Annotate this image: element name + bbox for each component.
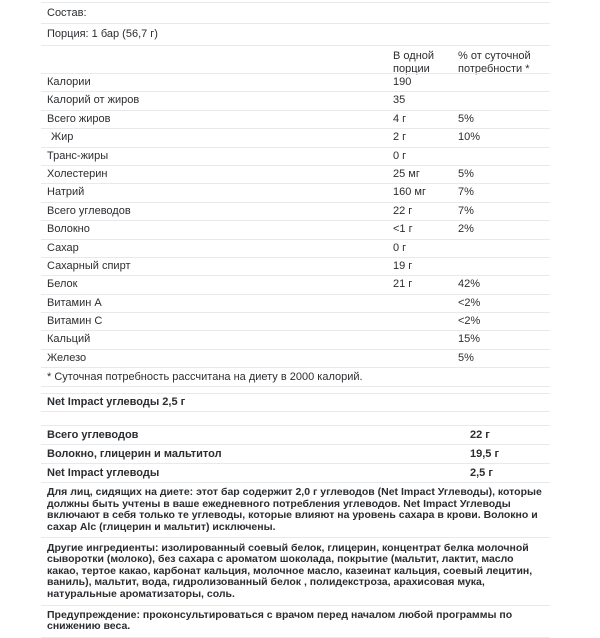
nutrient-label: Витамин C bbox=[47, 315, 103, 328]
table-row bbox=[41, 110, 550, 128]
carb-summary-row bbox=[41, 463, 550, 482]
nutrient-label: Холестерин bbox=[47, 167, 108, 180]
composition-label: Состав: bbox=[47, 7, 87, 19]
carb-summary-row bbox=[41, 444, 550, 463]
net-impact-carbs-row bbox=[41, 393, 550, 412]
nutrient-label: Волокно bbox=[47, 223, 90, 236]
nutrient-amount: 21 г bbox=[393, 278, 413, 291]
nutrient-daily-pct: 5% bbox=[458, 167, 474, 180]
nutrient-label: Сахарный спирт bbox=[47, 259, 131, 272]
nutrient-label: Транс-жиры bbox=[47, 149, 109, 162]
nutrient-amount: 19 г bbox=[393, 259, 413, 272]
nutrient-label: Натрий bbox=[47, 186, 85, 199]
carb-summary-row bbox=[41, 425, 550, 444]
carb-summary-label: Всего углеводов bbox=[47, 429, 139, 442]
serving-size-label: Порция: 1 бар (56,7 г) bbox=[47, 28, 158, 40]
carb-summary-value: 19,5 г bbox=[470, 448, 500, 461]
nutrient-amount: 0 г bbox=[393, 241, 407, 254]
composition-heading-row bbox=[41, 2, 550, 23]
table-row bbox=[41, 202, 550, 220]
nutrient-amount: 190 bbox=[393, 76, 412, 88]
nutrient-daily-pct: <2% bbox=[458, 315, 481, 328]
nutrient-amount: 35 bbox=[393, 94, 406, 107]
table-header-row bbox=[41, 45, 550, 73]
nutrient-label: Жир bbox=[51, 131, 74, 144]
nutrient-label: Белок bbox=[47, 278, 78, 291]
nutrient-amount: 160 мг bbox=[393, 186, 426, 199]
carb-summary-value: 22 г bbox=[470, 429, 490, 442]
table-row bbox=[41, 165, 550, 183]
nutrient-label: Витамин A bbox=[47, 296, 102, 309]
carb-summary-label: Net Impact углеводы bbox=[47, 467, 160, 480]
nutrient-label: Всего жиров bbox=[47, 112, 111, 125]
table-row bbox=[41, 275, 550, 293]
nutrient-label: Железо bbox=[47, 351, 87, 364]
net-impact-carbs-label: Net Impact углеводы 2,5 г bbox=[47, 396, 186, 409]
nutrient-daily-pct: 7% bbox=[458, 204, 474, 217]
nutrient-daily-pct: 5% bbox=[458, 112, 474, 125]
nutrient-amount: 4 г bbox=[393, 112, 407, 125]
table-row bbox=[41, 128, 550, 146]
nutrient-amount: 25 мг bbox=[393, 167, 420, 180]
table-row bbox=[41, 330, 550, 348]
table-row bbox=[41, 73, 550, 91]
column-header-daily-value: % от суточной потребности * bbox=[458, 50, 531, 75]
nutrient-label: Калорий от жиров bbox=[47, 94, 140, 107]
table-row bbox=[41, 312, 550, 330]
nutrient-label: Всего углеводов bbox=[47, 204, 131, 217]
nutrient-amount: <1 г bbox=[393, 223, 413, 236]
table-row bbox=[41, 220, 550, 238]
table-row bbox=[41, 183, 550, 201]
divider bbox=[41, 386, 550, 393]
carb-summary-label: Волокно, глицерин и мальтитол bbox=[47, 448, 222, 461]
carb-summary-value: 2,5 г bbox=[470, 467, 493, 480]
nutrient-daily-pct: 7% bbox=[458, 186, 474, 199]
table-row bbox=[41, 147, 550, 165]
section-gap bbox=[41, 412, 550, 425]
nutrient-daily-pct: 42% bbox=[458, 278, 481, 291]
nutrient-daily-pct: 15% bbox=[458, 333, 481, 346]
nutrient-label: Калории bbox=[47, 76, 91, 88]
serving-size-row bbox=[41, 23, 550, 45]
column-header-per-serving: В одной порции bbox=[393, 50, 435, 75]
table-row bbox=[41, 257, 550, 275]
nutrition-facts-panel bbox=[41, 2, 550, 638]
other-ingredients-paragraph: Другие ингредиенты: изолированный соевый белок, глицерин, концентрат белка молочной сыворотки (молоко), без сахара с ароматом шоколада, покрытие (мальтит, лактит, масло какао, тертое какао, карбонат кальция, молочное масло, казеинат кальция, соевый лецитин, ваниль), мальтит, вода, гидролизованный белок , полидекстроза, арахисовая мука, натуральные ароматизаторы, соль. bbox=[41, 537, 550, 605]
nutrient-label: Кальций bbox=[47, 333, 91, 346]
nutrient-label: Сахар bbox=[47, 241, 79, 254]
warning-paragraph: Предупреждение: проконсультироваться с врачом перед началом любой программы по снижению веса. bbox=[41, 605, 550, 638]
nutrient-daily-pct: <2% bbox=[458, 296, 481, 309]
daily-value-footnote-row bbox=[41, 367, 550, 386]
nutrient-amount: 0 г bbox=[393, 149, 407, 162]
nutrient-amount: 22 г bbox=[393, 204, 413, 217]
table-row bbox=[41, 349, 550, 367]
nutrient-amount: 2 г bbox=[393, 131, 407, 144]
table-row bbox=[41, 91, 550, 109]
nutrient-daily-pct: 2% bbox=[458, 223, 474, 236]
table-row bbox=[41, 239, 550, 257]
table-row bbox=[41, 294, 550, 312]
nutrient-daily-pct: 10% bbox=[458, 131, 481, 144]
daily-value-footnote: * Суточная потребность рассчитана на диету в 2000 калорий. bbox=[47, 371, 363, 384]
diet-note-paragraph: Для лиц, сидящих на диете: этот бар содержит 2,0 г углеводов (Net Impact Углеводы), которые должны быть учтены в ваше ежедневного потребления углеводов. Net Impact Углеводы включают в себя только те углеводы, которые влияют на уровень сахара в крови. Волокно и сахар Alc (глицерин и мальтит) исключены. bbox=[47, 486, 542, 534]
nutrient-daily-pct: 5% bbox=[458, 351, 474, 364]
